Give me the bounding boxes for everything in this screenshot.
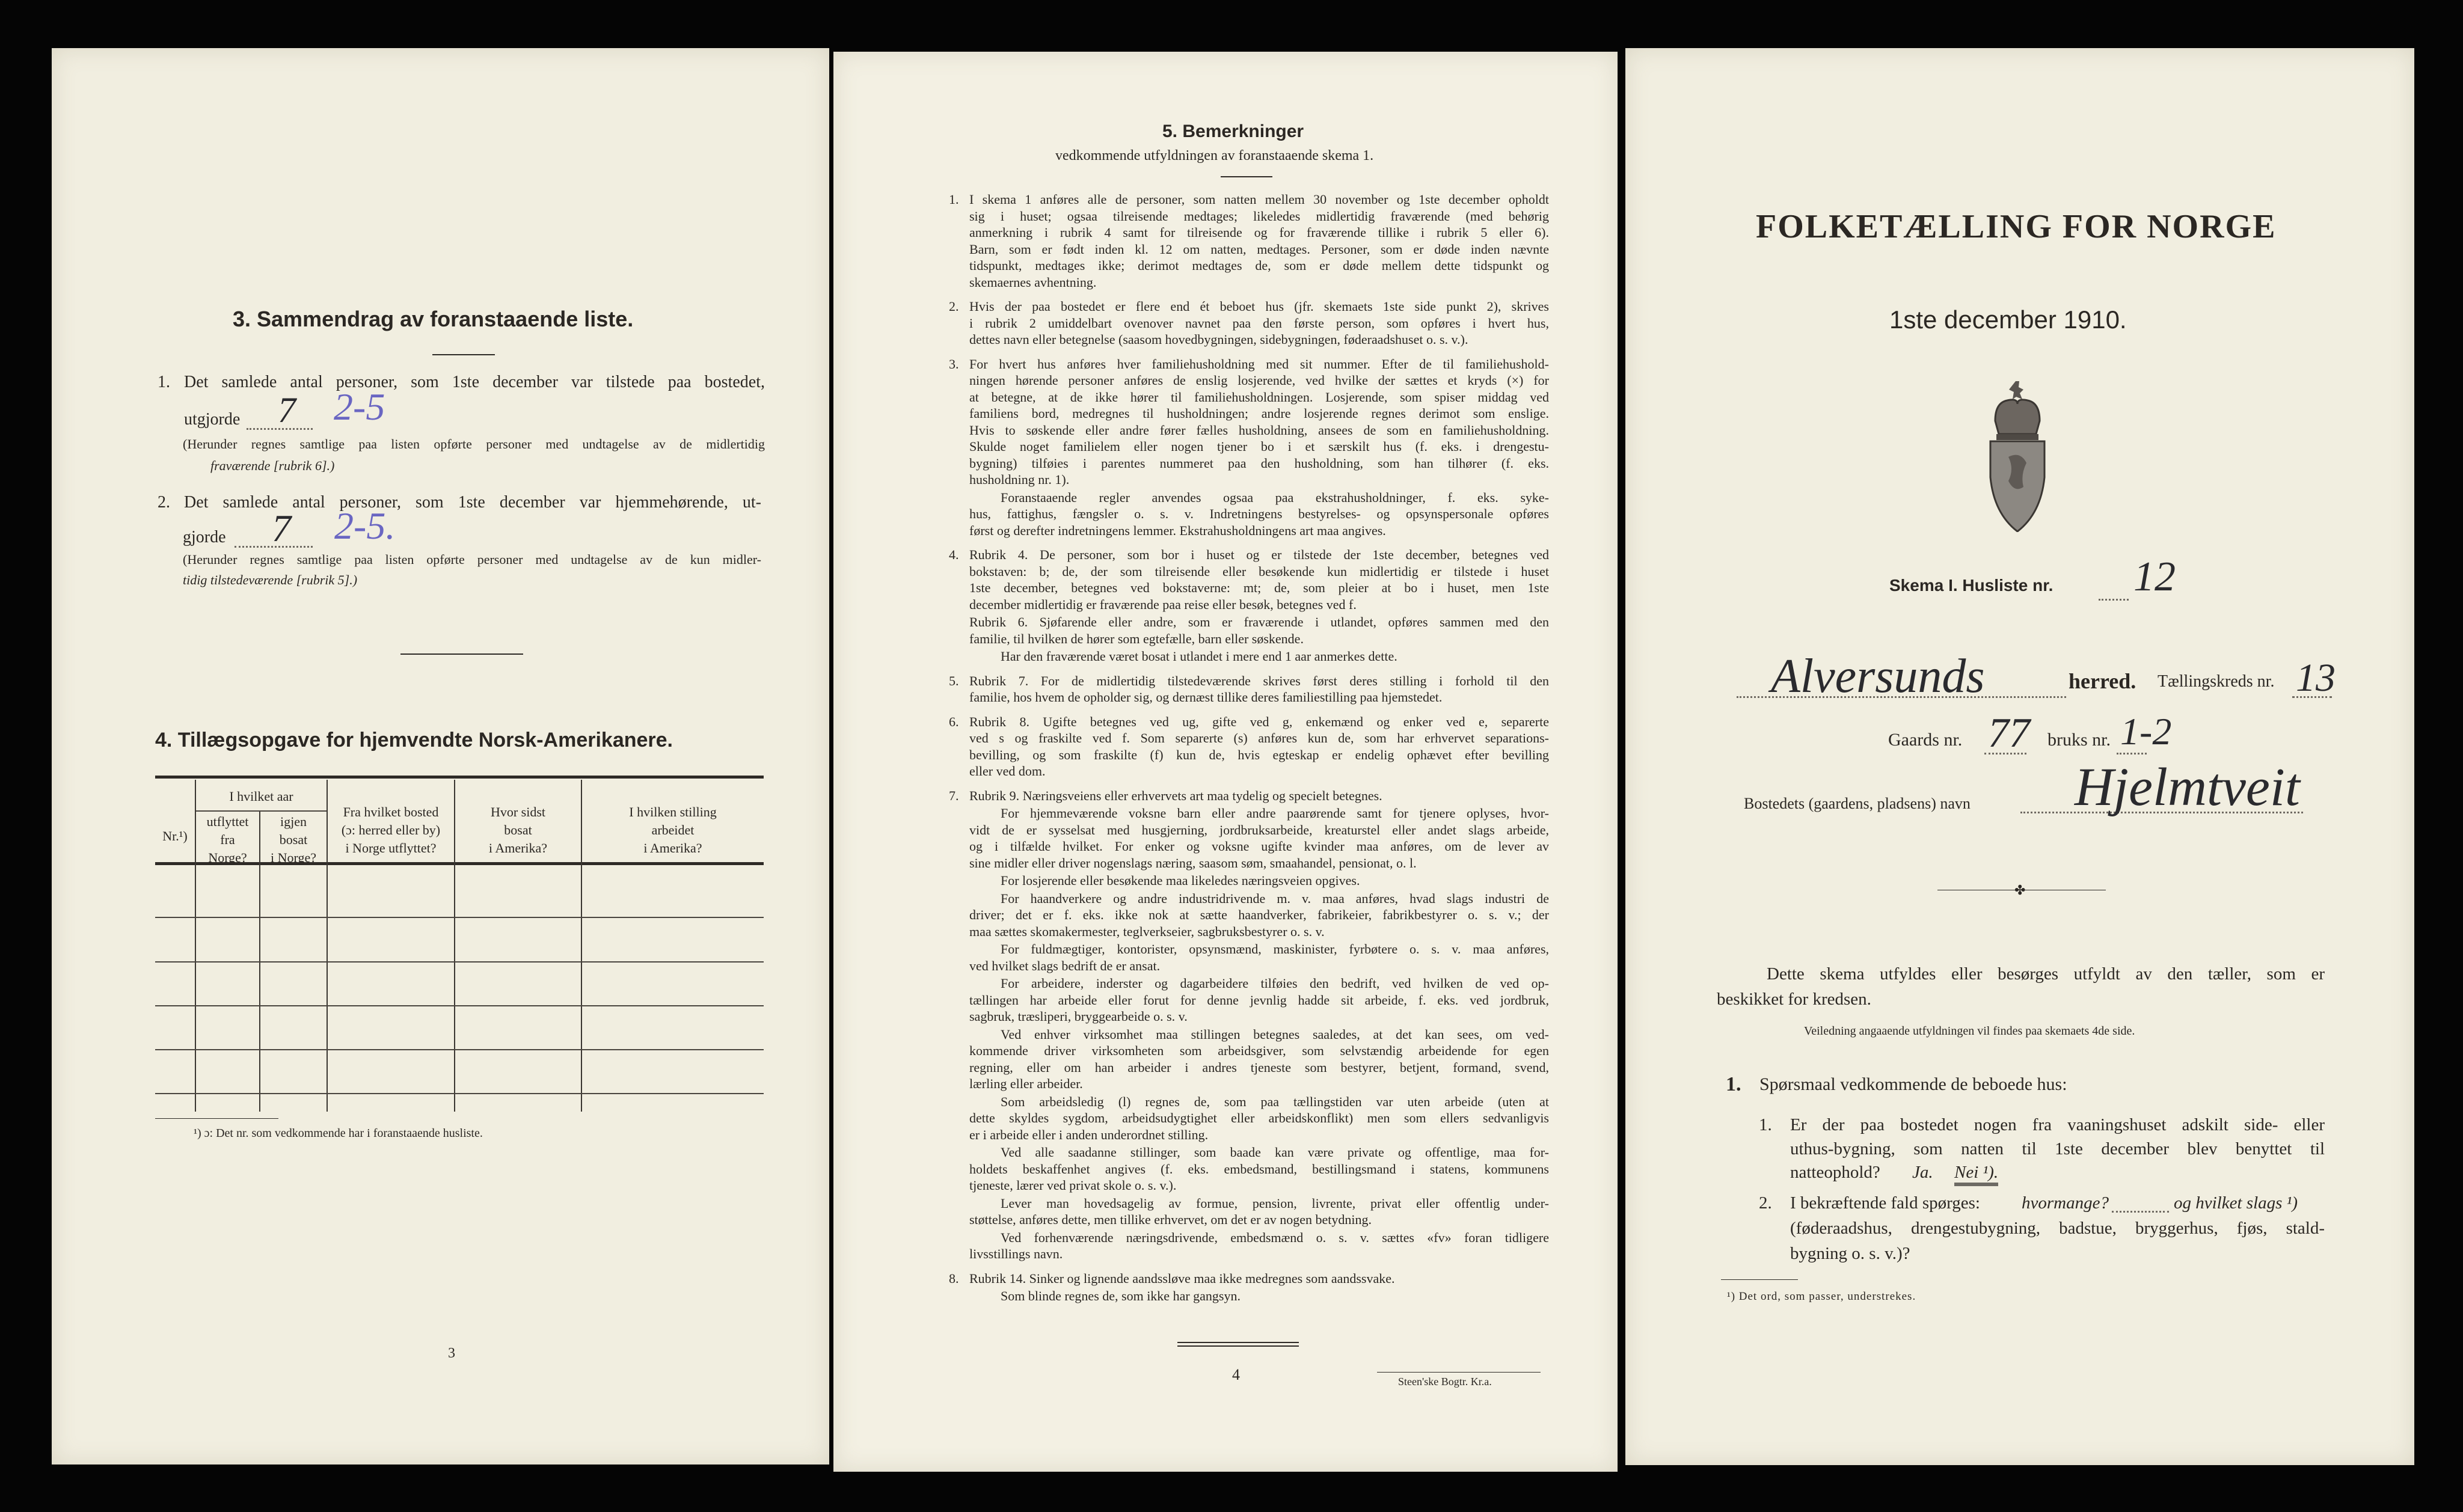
bosted-value: Hjelmtveit	[2075, 758, 2300, 817]
bruks-label: bruks nr.	[2047, 730, 2111, 750]
remark-paragraph	[949, 714, 1549, 780]
remark-number: 2.	[949, 299, 959, 314]
item2-number: 2.	[158, 493, 170, 512]
header-col-from-place	[328, 803, 454, 857]
husliste-dotted-line	[2099, 599, 2129, 601]
remark-line: sig i huset; ogsaa tilreisende medtages; likeledes midlertidig fraværende (med behørig	[969, 208, 1549, 224]
table-row	[155, 1005, 764, 1006]
remark-line: ved hvilket slags bedrift de er ansat.	[969, 958, 1161, 973]
remark-number: 3.	[949, 356, 959, 372]
remark-line: For haandverkere og andre industridrivende m. v. maa anføres, hvad slags industri de	[1001, 890, 1549, 906]
remark-line: Rubrik 7. For de midlertidig tilstedeværende skrives først deres stilling i forhold til den	[969, 673, 1549, 688]
bosted-label: Bostedets (gaardens, pladsens) navn	[1744, 795, 1971, 812]
item2-struck-value: 7	[272, 507, 291, 549]
item1-number: 1.	[158, 373, 170, 391]
remark-paragraph	[949, 614, 1549, 647]
remark-line: tidspunkt, medtages ikke; derimot medtages de, som er døde mellem dette tidspunkt og	[969, 258, 1549, 273]
item2-note-line: (Herunder regnes samtlige paa listen opførte personer med undtagelse av de kun midler-	[183, 552, 761, 567]
census-date: 1ste december 1910.	[1889, 305, 2127, 334]
remark-line: ved s og fraskilte ved f. Som separerte (s) anføres kun de, som har erhvervet separations-	[969, 730, 1549, 745]
schema-label: Skema I. Husliste nr.	[1889, 576, 2054, 595]
q1-line: Er der paa bostedet nogen fra vaaningshuset adskilt side- eller	[1790, 1115, 2325, 1134]
remark-line: hus, fattighus, fængsler o. s. v. Indretningens bestyrelses- og opsynspersonale opføres	[969, 506, 1549, 521]
remark-number: 5.	[949, 673, 959, 688]
intro-line: beskikket for kredsen.	[1717, 990, 1871, 1009]
table-row	[155, 917, 764, 918]
coat-of-arms-icon	[1984, 379, 2050, 532]
remark-line: dette skyldes sygdom, arbeidsudygtighet eller arbeidskonflikt) men som ellers sedvanligvis	[969, 1110, 1549, 1125]
q2-line-a: I bekræftende fald spørges:	[1790, 1193, 1980, 1213]
remark-line: holdets beskaffenhet angives (f. eks. embedsmand, bestillingsmand i statens, kommunens	[969, 1161, 1549, 1177]
q2-line: (føderaadshus, drengestubygning, badstue, bryggerhus, fjøs, stald-	[1790, 1219, 2325, 1238]
remark-number: 1.	[949, 192, 959, 207]
left-page	[52, 48, 829, 1465]
kreds-value: 13	[2296, 656, 2336, 700]
remark-line: bevilling, og som fraskilte (f) kun de, hvis egteskap er endelig ophævet efter bevilling	[969, 747, 1549, 762]
remark-line: at betegne, at de ikke hører til familiehusholdningen. Losjerende, som spiser middag ved	[969, 389, 1549, 405]
table-row	[155, 961, 764, 963]
remark-paragraph	[949, 890, 1549, 940]
remark-line: For losjerende eller besøkende maa likeledes næringsveien opgives.	[1001, 873, 1360, 888]
header-line: Norge?	[208, 850, 247, 865]
header-line: I hvilken stilling	[629, 804, 717, 819]
bruks-value: 1-2	[2120, 710, 2172, 753]
remark-line: tællingen har arbeide eller forut for denne jevnlig hadde sit arbeide, f. eks. ved jordbruk,	[969, 992, 1549, 1008]
header-line: i Amerika?	[488, 840, 548, 855]
remark-line: regning, eller om han arbeider i andres tjeneste som bestyrer, betjent, formand, svend,	[969, 1059, 1549, 1075]
header-line: bosat	[504, 822, 532, 837]
remark-line: For hvert hus anføres hver familiehusholdning med sit nummer. Efter de til familiehushold-	[969, 356, 1549, 372]
q1-line: uthus-bygning, som natten til 1ste december blev benyttet til	[1790, 1139, 2325, 1158]
ornament-icon: ✤	[2014, 883, 2026, 898]
remark-line: Hvis to søskende eller andre fører fælles husholdning, ansees de som en familiehusholdning.	[969, 422, 1549, 438]
census-title: FOLKETÆLLING FOR NORGE	[1756, 208, 2277, 245]
header-line: fra	[220, 832, 235, 847]
item1-note-line: fraværende [rubrik 6].)	[210, 458, 335, 473]
table-row	[155, 1093, 764, 1094]
header-group-year: I hvilket aar	[229, 789, 293, 804]
q1-answer-no[interactable]: Nei ¹).	[1954, 1163, 1998, 1186]
header-col-last-residence	[455, 803, 581, 857]
remark-paragraph	[949, 1094, 1549, 1143]
remark-paragraph	[949, 941, 1549, 974]
remark-line: sagbruk, træsliperi, bryggearbeide o. s. v.	[969, 1009, 1188, 1024]
remark-line: Rubrik 6. Sjøfarende eller andre, som er fraværende i utlandet, opføres sammen med den	[969, 614, 1549, 629]
remark-line: eller ved dom.	[969, 764, 1046, 779]
header-line: Hvor sidst	[490, 804, 546, 819]
remark-line: skemaernes avhentning.	[969, 274, 1097, 290]
double-rule	[1177, 1345, 1299, 1347]
remark-line: Barn, som er født inden kl. 12 om natten, medtages. Personer, som er døde inden nævnte	[969, 241, 1549, 257]
q2-last-line: bygning o. s. v.)?	[1790, 1244, 1910, 1263]
remark-line: Rubrik 14. Sinker og lignende aandssløve maa ikke medregnes som aandssvake.	[969, 1270, 1395, 1286]
footnote-rule	[155, 1118, 278, 1119]
remark-line: i rubrik 2 umiddelbart ovenover navnet paa den første person, som opføres i hvert hus,	[969, 315, 1549, 331]
remarks-divider	[1221, 176, 1272, 177]
remark-line: For arbeidere, inderster og dagarbeidere tilføies den bedrift, ved hvilken de ved op-	[1001, 976, 1549, 991]
remark-line: maa sættes skomakermester, teglverkseier, sagbruksbestyrer o. s. v.	[969, 923, 1325, 939]
header-col-occupation	[582, 803, 764, 857]
remark-paragraph	[949, 1288, 1549, 1305]
remark-line: 1ste december, betegnes ved bokstaverne: mt; de, som pleier at bo i huset, men 1ste	[969, 580, 1549, 595]
header-line: igjen	[280, 814, 307, 829]
remark-line: livsstillings navn.	[969, 1246, 1063, 1261]
gaards-value: 77	[1988, 710, 2030, 756]
footnote-rule	[1721, 1279, 1798, 1280]
section4-title: 4. Tillægsopgave for hjemvendte Norsk-Amerikanere.	[155, 729, 673, 751]
remark-line: I skema 1 anføres alle de personer, som natten mellem 30 november og 1ste december opholdt	[969, 192, 1549, 207]
page-number: 3	[448, 1345, 455, 1361]
remark-number: 6.	[949, 714, 959, 729]
remark-paragraph	[949, 546, 1549, 613]
header-nr: Nr.¹)	[162, 828, 188, 843]
remark-line: bokstaven: b; de, der som tilreisende eller besøkende kun midlertidig er tilstede i huset	[969, 563, 1549, 579]
remark-number: 7.	[949, 788, 959, 803]
item1-label: utgjorde	[184, 410, 241, 429]
remark-paragraph	[949, 1144, 1549, 1194]
remark-line: Som arbeidsledig (l) regnes de, som paa tællingstiden var uten arbeide (uten at	[1001, 1094, 1549, 1109]
printer-imprint: Steen'ske Bogtr. Kr.a.	[1398, 1376, 1492, 1388]
table-top-rule	[155, 776, 764, 779]
question-heading-number: 1.	[1726, 1073, 1741, 1095]
header-col-emigrated	[196, 813, 259, 867]
remark-paragraph	[949, 356, 1549, 488]
header-col-returned	[260, 813, 327, 867]
item1-value: 2-5	[334, 385, 385, 428]
section3-divider	[432, 354, 495, 355]
herred-value: Alversunds	[1771, 650, 1985, 703]
header-line: utflyttet	[206, 814, 249, 829]
remarks-subtitle: vedkommende utfyldningen av foranstaaende skema 1.	[1055, 148, 1374, 164]
remark-line: Ved enhver virksomhet maa stillingen betegnes saaledes, at det kan sees, om ved-	[1001, 1026, 1549, 1042]
remark-paragraph	[949, 673, 1549, 706]
remark-line: Rubrik 4. De personer, som bor i huset og er tilstede der 1ste december, betegnes ved	[969, 547, 1549, 562]
header-line: arbeidet	[651, 822, 695, 837]
item2-note-line: tidig tilstedeværende [rubrik 5].)	[183, 572, 358, 587]
header-line: Fra hvilket bosted	[343, 804, 439, 819]
q2-line-c: og hvilket slags ¹)	[2174, 1193, 2298, 1213]
remark-paragraph	[949, 1270, 1549, 1287]
remark-line: lærling eller arbeider.	[969, 1076, 1083, 1091]
remark-paragraph	[949, 1026, 1549, 1092]
remark-line: Hvis der paa bostedet er flere end ét beboet hus (jfr. skemaets 1ste side punkt 2), skrives	[969, 299, 1549, 314]
item1-note-line: (Herunder regnes samtlige paa listen opførte personer med undtagelse av de midlertidig	[183, 436, 765, 451]
remark-number: 8.	[949, 1270, 959, 1286]
item2-text: Det samlede antal personer, som 1ste december var hjemmehørende, ut-	[184, 493, 761, 512]
remark-line: og i tilfælde hvilket. For enker og voksne ugifte kvinder maa anføres, om de lever av	[969, 839, 1549, 854]
remark-line: Ved alle saadanne stillinger, som baade kan være private og offentlige, maa for-	[1001, 1145, 1549, 1160]
remark-line: bygning) tilføies i parentes nummeret paa den husholdning, som han tilhører (f. eks.	[969, 455, 1549, 471]
remark-line: er i arbeide eller i anden underordnet stilling.	[969, 1127, 1209, 1142]
remark-line: Har den fraværende været bosat i utlandet i mere end 1 aar anmerkes dette.	[1001, 649, 1397, 664]
remark-line: først og derefter indretningens lemmer. Ekstrahusholdningens art maa angives.	[969, 522, 1386, 538]
remark-line: husholdning nr. 1).	[969, 472, 1070, 487]
remark-line: ningen hørende personer anføres de enslig losjerende, ved hvilke der sættes et kryds (×) for	[969, 373, 1549, 388]
remark-line: familie, hos hvem de opholder sig, og dernæst tillike deres familiestilling paa hjemstedet.	[969, 690, 1443, 705]
remark-line: dettes navn eller betegnelse (saasom hovedbygningen, sidebygningen, føderaadshuset o. s. v.).	[969, 332, 1468, 347]
q2-line-b: hvormange?	[2022, 1193, 2109, 1213]
remark-paragraph	[949, 975, 1549, 1025]
header-line: (ɔ: herred eller by)	[341, 822, 441, 837]
header-line: i Norge utflyttet?	[345, 840, 437, 855]
remark-line: For fuldmægtiger, kontorister, opsynsmænd, maskinister, fyrbøtere o. s. v. maa anføres,	[1001, 941, 1549, 956]
remark-paragraph	[949, 648, 1549, 665]
remark-line: For hjemmeværende voksne barn eller andre paarørende samt for tjenere oplyses, hvor-	[1001, 806, 1549, 821]
remark-line: december midlertidig er fraværende paa reise eller besøk, betegnes ved f.	[969, 596, 1357, 612]
remark-paragraph	[949, 298, 1549, 348]
remark-paragraph	[949, 1229, 1549, 1263]
item1-text: Det samlede antal personer, som 1ste december var tilstede paa bostedet,	[184, 373, 765, 391]
remarks-body	[949, 191, 1549, 1305]
remark-line: anmerkning i rubrik 4 samt for tilreisende og for fraværende tillike i rubrik 5 eller 6).	[969, 225, 1549, 240]
group-header-rule	[196, 810, 327, 812]
remark-line: Skulde noget familielem eller nogen tjener bo i et særskilt hus (f. eks. i drengestu-	[969, 439, 1549, 454]
remark-paragraph	[949, 805, 1549, 871]
remark-line: driver; det er f. eks. ikke nok at sætte haandverker, fabrikeier, fabrikbestyrer o. s. v.; der	[969, 907, 1549, 922]
q2-number: 2.	[1759, 1193, 1772, 1213]
printer-rule	[1377, 1372, 1541, 1373]
header-line: i Norge?	[271, 850, 316, 865]
herred-label: herred.	[2069, 669, 2136, 693]
header-line: i Amerika?	[643, 840, 702, 855]
remark-line: familie, til hvilken de hører som egtefælle, barn eller søskende.	[969, 631, 1304, 646]
double-rule	[1177, 1342, 1299, 1343]
right-footnote: ¹) Det ord, som passer, understrekes.	[1727, 1290, 1916, 1303]
remark-line: Lever man hovedsagelig av formue, pension, livrente, privat eller offentlig under-	[1001, 1195, 1549, 1211]
remark-paragraph	[949, 489, 1549, 539]
table-footnote: ¹) ɔ: Det nr. som vedkommende har i foranstaaende husliste.	[194, 1127, 483, 1140]
remark-line: kommende driver virksomheten som arbeidsgiver, som selvstændig arbeidende for egen	[969, 1043, 1549, 1058]
remark-line: støttelse, anføres dette, men tillike erhvervet, om det er av nogen betydning.	[969, 1212, 1372, 1227]
guidance-note: Veiledning angaaende utfyldningen vil findes paa skemaets 4de side.	[1804, 1024, 2135, 1038]
remark-line: Rubrik 8. Ugifte betegnes ved ug, gifte ved g, enkemænd og enker ved e, separerte	[969, 714, 1549, 729]
kreds-label: Tællingskreds nr.	[2158, 672, 2275, 691]
remark-line: Foranstaaende regler anvendes ogsaa paa ekstrahusholdninger, f. eks. syke-	[1001, 489, 1549, 505]
remark-line: tjeneste, lærer ved privat skole o. s. v.).	[969, 1178, 1177, 1193]
question-heading: Spørsmaal vedkommende de beboede hus:	[1759, 1074, 2067, 1094]
remark-line: Rubrik 9. Næringsveiens eller erhvervets art maa tydelig og specielt betegnes.	[969, 788, 1382, 803]
remarks-title: 5. Bemerkninger	[1162, 121, 1304, 141]
item1-struck-value: 7	[278, 390, 296, 430]
remark-line: vidt de er sysselsat med husgjerning, jordbruksarbeide, kreaturstel eller andet slags arbeide,	[969, 822, 1549, 837]
section-divider	[400, 653, 523, 655]
remark-line: Ved forhenværende næringsdrivende, embedsmænd o. s. v. sættes «fv» foran tidligere	[1001, 1229, 1549, 1245]
remark-paragraph	[949, 191, 1549, 290]
remark-paragraph	[949, 872, 1549, 889]
remark-paragraph	[949, 788, 1549, 804]
table-row	[155, 1049, 764, 1050]
remark-paragraph	[949, 1195, 1549, 1228]
q2-dotted-line	[2112, 1211, 2169, 1213]
header-line: bosat	[279, 832, 308, 847]
intro-line: Dette skema utfyldes eller besørges utfyldt av den tæller, som er	[1767, 964, 2325, 984]
q1-number: 1.	[1759, 1115, 1772, 1134]
item2-label: gjorde	[183, 528, 226, 546]
page-number: 4	[1232, 1366, 1240, 1383]
remark-line: sine midler eller driver nogenslags næring, saasom søm, smaahandel, pensionat, o. l.	[969, 855, 1417, 871]
remark-line: familiens bord, medregnes til husholdningen; andre losjerende regnes derimot som enslige.	[969, 406, 1549, 421]
item2-value: 2-5.	[334, 504, 396, 547]
q1-last-line: natteophold?	[1790, 1163, 1880, 1182]
section3-title: 3. Sammendrag av foranstaaende liste.	[233, 307, 634, 331]
remark-line: Som blinde regnes de, som ikke har gangsyn.	[1001, 1288, 1241, 1303]
q1-answer-yes[interactable]: Ja.	[1912, 1163, 1933, 1182]
gaards-label: Gaards nr.	[1888, 730, 1963, 750]
remark-number: 4.	[949, 547, 959, 562]
husliste-number: 12	[2133, 554, 2176, 600]
